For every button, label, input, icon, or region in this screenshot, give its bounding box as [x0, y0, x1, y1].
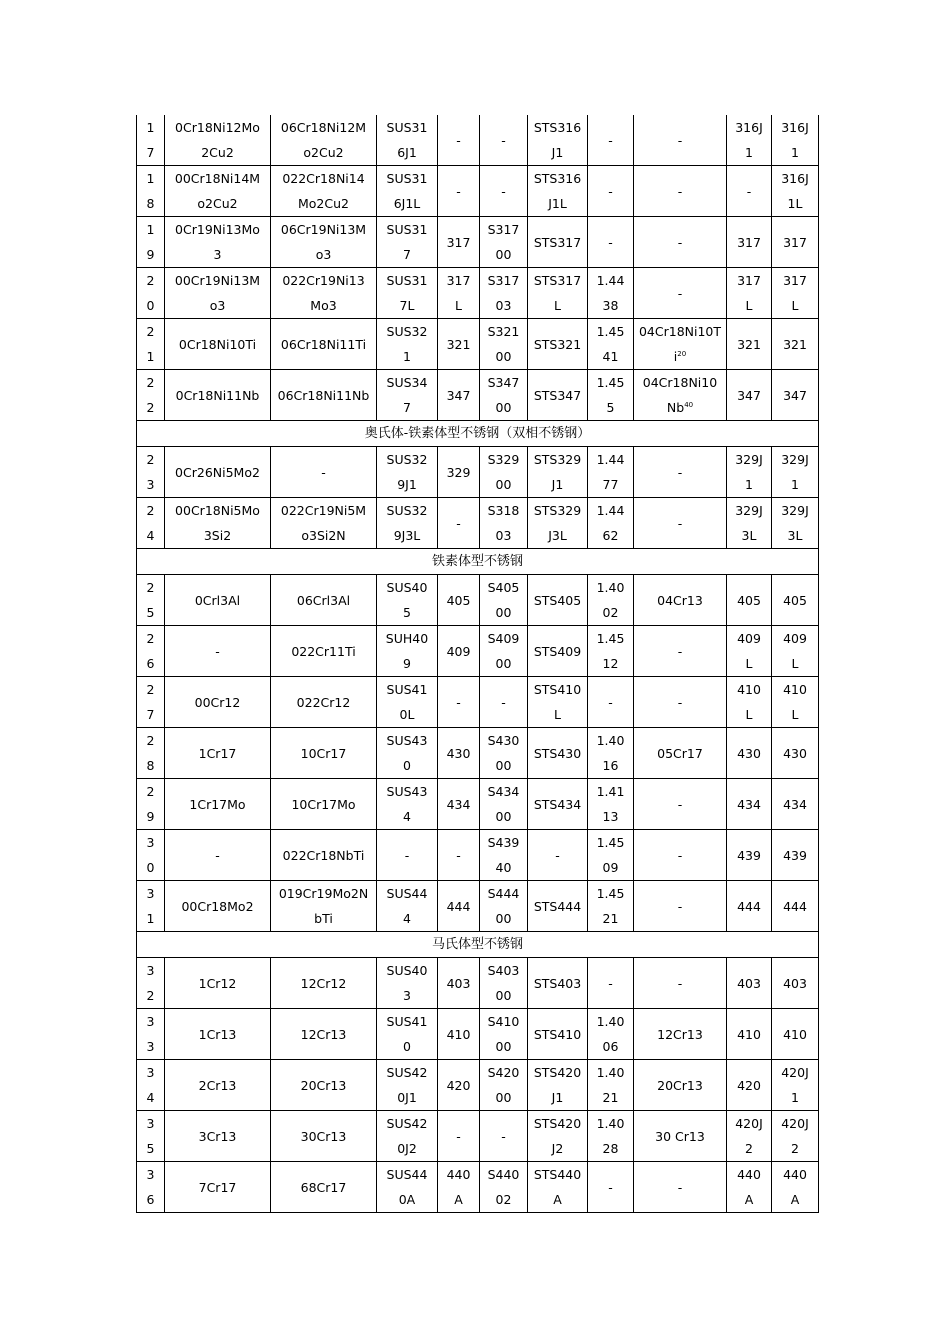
table-cell: -	[438, 830, 480, 881]
table-cell: 321	[772, 319, 819, 370]
table-cell: STS316 J1	[528, 115, 588, 166]
row-number-cell: 1 9	[137, 217, 165, 268]
table-cell: S321 00	[480, 319, 528, 370]
table-cell: 0Cr18Ni12Mo 2Cu2	[165, 115, 271, 166]
table-row	[137, 447, 819, 498]
table-cell: 00Cr12	[165, 677, 271, 728]
table-row	[137, 319, 819, 370]
table-cell: 440 A	[727, 1162, 772, 1213]
table-cell: 0Cr18Ni11Nb	[165, 370, 271, 421]
table-cell: 04Cr18Ni10 Nb$^{40}$	[634, 370, 727, 421]
table-cell: -	[588, 115, 634, 166]
table-cell: 439	[772, 830, 819, 881]
table-cell: 1.44 77	[588, 447, 634, 498]
table-cell: -	[588, 958, 634, 1009]
table-cell: 420	[727, 1060, 772, 1111]
row-number-cell: 3 0	[137, 830, 165, 881]
table-cell: 420	[438, 1060, 480, 1111]
table-cell: -	[528, 830, 588, 881]
table-cell: 403	[772, 958, 819, 1009]
row-number-cell: 2 1	[137, 319, 165, 370]
table-row	[137, 626, 819, 677]
table-cell: 329J 3L	[727, 498, 772, 549]
table-cell: 420J 1	[772, 1060, 819, 1111]
table-cell: 1Cr17	[165, 728, 271, 779]
table-cell: 444	[438, 881, 480, 932]
table-cell: 022Cr11Ti	[271, 626, 377, 677]
table-cell: 317 L	[727, 268, 772, 319]
table-row	[137, 1060, 819, 1111]
table-cell: -	[377, 830, 438, 881]
table-cell: -	[634, 677, 727, 728]
table-cell: 409 L	[772, 626, 819, 677]
table-cell: S403 00	[480, 958, 528, 1009]
table-cell: 321	[438, 319, 480, 370]
table-cell: SUS31 6J1L	[377, 166, 438, 217]
section-title: 奥氏体-铁素体型不锈钢（双相不锈钢）	[137, 421, 819, 447]
table-row	[137, 115, 819, 166]
table-cell: 410 L	[727, 677, 772, 728]
row-number-cell: 3 2	[137, 958, 165, 1009]
table-cell: -	[165, 830, 271, 881]
table-cell: STS329 J3L	[528, 498, 588, 549]
table-cell: 7Cr17	[165, 1162, 271, 1213]
table-cell: 022Cr18Ni14 Mo2Cu2	[271, 166, 377, 217]
row-number-cell: 2 2	[137, 370, 165, 421]
table-cell: STS440 A	[528, 1162, 588, 1213]
table-cell: 410 L	[772, 677, 819, 728]
table-cell: STS430	[528, 728, 588, 779]
steel-grade-comparison-table	[136, 115, 819, 1213]
table-cell: 409 L	[727, 626, 772, 677]
table-cell: SUS31 6J1	[377, 115, 438, 166]
table-cell: 430	[727, 728, 772, 779]
table-cell: SUS32 1	[377, 319, 438, 370]
table-cell: SUS43 4	[377, 779, 438, 830]
table-cell: -	[634, 626, 727, 677]
table-cell: 317 L	[438, 268, 480, 319]
table-cell: STS317 L	[528, 268, 588, 319]
row-number-cell: 1 7	[137, 115, 165, 166]
table-row	[137, 498, 819, 549]
table-cell: SUS32 9J1	[377, 447, 438, 498]
table-cell: -	[271, 447, 377, 498]
row-number-cell: 2 6	[137, 626, 165, 677]
table-cell: -	[588, 677, 634, 728]
table-cell: S430 00	[480, 728, 528, 779]
row-number-cell: 2 5	[137, 575, 165, 626]
table-cell: 00Cr18Mo2	[165, 881, 271, 932]
table-cell: 12Cr13	[634, 1009, 727, 1060]
table-cell: 1Cr12	[165, 958, 271, 1009]
table-cell: 00Cr19Ni13M o3	[165, 268, 271, 319]
table-row	[137, 166, 819, 217]
table-cell: -	[634, 498, 727, 549]
table-cell: 329J 3L	[772, 498, 819, 549]
table-cell: SUS42 0J1	[377, 1060, 438, 1111]
table-cell: 06Crl3Al	[271, 575, 377, 626]
table-cell: -	[634, 1162, 727, 1213]
table-cell: 410	[438, 1009, 480, 1060]
table-row	[137, 1162, 819, 1213]
table-row	[137, 370, 819, 421]
row-number-cell: 2 0	[137, 268, 165, 319]
table-row	[137, 677, 819, 728]
table-cell: -	[634, 166, 727, 217]
table-cell: 12Cr12	[271, 958, 377, 1009]
table-cell: 1.40 02	[588, 575, 634, 626]
table-cell: STS403	[528, 958, 588, 1009]
table-cell: 440 A	[772, 1162, 819, 1213]
table-cell: 06Cr18Ni11Ti	[271, 319, 377, 370]
table-cell: SUS42 0J2	[377, 1111, 438, 1162]
table-cell: 0Crl3Al	[165, 575, 271, 626]
table-cell: 1.40 16	[588, 728, 634, 779]
table-cell: 1.45 21	[588, 881, 634, 932]
table-cell: -	[438, 677, 480, 728]
table-cell: S317 03	[480, 268, 528, 319]
table-cell: -	[588, 166, 634, 217]
table-cell: 019Cr19Mo2N bTi	[271, 881, 377, 932]
table-cell: -	[634, 830, 727, 881]
table-cell: SUS43 0	[377, 728, 438, 779]
row-number-cell: 3 6	[137, 1162, 165, 1213]
table-cell: STS444	[528, 881, 588, 932]
table-cell: STS420 J1	[528, 1060, 588, 1111]
table-cell: 04Cr13	[634, 575, 727, 626]
table-cell: SUS32 9J3L	[377, 498, 438, 549]
table-row	[137, 268, 819, 319]
table-cell: 0Cr19Ni13Mo 3	[165, 217, 271, 268]
table-cell: STS321	[528, 319, 588, 370]
table-cell: 3Cr13	[165, 1111, 271, 1162]
table-cell: 317	[772, 217, 819, 268]
table-cell: STS410	[528, 1009, 588, 1060]
table-cell: S318 03	[480, 498, 528, 549]
row-number-cell: 3 1	[137, 881, 165, 932]
table-cell: 434	[727, 779, 772, 830]
table-cell: -	[480, 166, 528, 217]
table-body	[137, 115, 819, 1213]
table-cell: 434	[438, 779, 480, 830]
table-cell: 409	[438, 626, 480, 677]
table-cell: -	[634, 881, 727, 932]
table-cell: 00Cr18Ni14M o2Cu2	[165, 166, 271, 217]
table-cell: 403	[727, 958, 772, 1009]
table-cell: -	[438, 166, 480, 217]
table-cell: 439	[727, 830, 772, 881]
section-title: 铁素体型不锈钢	[137, 549, 819, 575]
table-cell: 1.41 13	[588, 779, 634, 830]
table-cell: 12Cr13	[271, 1009, 377, 1060]
row-number-cell: 3 3	[137, 1009, 165, 1060]
table-cell: 10Cr17	[271, 728, 377, 779]
table-cell: 30 Cr13	[634, 1111, 727, 1162]
table-row	[137, 830, 819, 881]
table-cell: SUS31 7	[377, 217, 438, 268]
table-cell: SUS40 3	[377, 958, 438, 1009]
table-cell: -	[438, 115, 480, 166]
table-cell: 347	[727, 370, 772, 421]
table-cell: 317 L	[772, 268, 819, 319]
table-cell: 444	[727, 881, 772, 932]
table-cell: 2Cr13	[165, 1060, 271, 1111]
table-cell: 347	[772, 370, 819, 421]
table-cell: 444	[772, 881, 819, 932]
table-cell: 30Cr13	[271, 1111, 377, 1162]
table-cell: -	[588, 1162, 634, 1213]
table-cell: 1.44 38	[588, 268, 634, 319]
table-cell: SUH40 9	[377, 626, 438, 677]
row-number-cell: 1 8	[137, 166, 165, 217]
table-cell: S347 00	[480, 370, 528, 421]
table-cell: STS347	[528, 370, 588, 421]
footnote-marker: 20	[677, 349, 687, 358]
table-cell: 440 A	[438, 1162, 480, 1213]
table-row	[137, 1111, 819, 1162]
table-cell: 20Cr13	[271, 1060, 377, 1111]
table-cell: S420 00	[480, 1060, 528, 1111]
table-cell: 420J 2	[772, 1111, 819, 1162]
table-cell: 022Cr19Ni5M o3Si2N	[271, 498, 377, 549]
table-cell: 321	[727, 319, 772, 370]
table-cell: 05Cr17	[634, 728, 727, 779]
table-row	[137, 958, 819, 1009]
row-number-cell: 2 9	[137, 779, 165, 830]
table-cell: 430	[438, 728, 480, 779]
table-cell: 0Cr26Ni5Mo2	[165, 447, 271, 498]
table-cell: 1.45 41	[588, 319, 634, 370]
table-cell: 405	[438, 575, 480, 626]
table-cell: 1.40 06	[588, 1009, 634, 1060]
table-cell: 10Cr17Mo	[271, 779, 377, 830]
table-row	[137, 575, 819, 626]
table-cell: S434 00	[480, 779, 528, 830]
table-cell: S317 00	[480, 217, 528, 268]
table-cell: SUS31 7L	[377, 268, 438, 319]
table-cell: -	[438, 1111, 480, 1162]
table-cell: SUS41 0	[377, 1009, 438, 1060]
table-cell: 1.40 28	[588, 1111, 634, 1162]
table-cell: SUS44 0A	[377, 1162, 438, 1213]
table-cell: 420J 2	[727, 1111, 772, 1162]
table-cell: -	[438, 498, 480, 549]
table-row	[137, 1009, 819, 1060]
table-cell: SUS40 5	[377, 575, 438, 626]
table-cell: 329J 1	[772, 447, 819, 498]
table-cell: -	[634, 958, 727, 1009]
row-number-cell: 2 4	[137, 498, 165, 549]
table-cell: 329	[438, 447, 480, 498]
table-cell: 022Cr18NbTi	[271, 830, 377, 881]
table-cell: 1.45 09	[588, 830, 634, 881]
table-cell: 316J 1	[772, 115, 819, 166]
table-cell: 022Cr12	[271, 677, 377, 728]
table-cell: S440 02	[480, 1162, 528, 1213]
table-cell: 410	[727, 1009, 772, 1060]
table-cell: 430	[772, 728, 819, 779]
table-cell: -	[634, 268, 727, 319]
table-cell: -	[588, 217, 634, 268]
table-cell: S444 00	[480, 881, 528, 932]
section-title: 马氏体型不锈钢	[137, 932, 819, 958]
table-row	[137, 881, 819, 932]
table-cell: SUS34 7	[377, 370, 438, 421]
table-cell: -	[634, 779, 727, 830]
table-cell: 329J 1	[727, 447, 772, 498]
table-cell: STS316 J1L	[528, 166, 588, 217]
table-cell: 405	[772, 575, 819, 626]
table-cell: 1Cr17Mo	[165, 779, 271, 830]
table-cell: STS329 J1	[528, 447, 588, 498]
table-cell: STS434	[528, 779, 588, 830]
table-cell: STS317	[528, 217, 588, 268]
table-cell: 022Cr19Ni13 Mo3	[271, 268, 377, 319]
table-cell: S329 00	[480, 447, 528, 498]
row-number-cell: 2 7	[137, 677, 165, 728]
table-cell: 410	[772, 1009, 819, 1060]
table-cell: 1.40 21	[588, 1060, 634, 1111]
table-cell: 00Cr18Ni5Mo 3Si2	[165, 498, 271, 549]
section-header-row	[137, 421, 819, 447]
table-cell: -	[634, 115, 727, 166]
table-cell: -	[634, 217, 727, 268]
table-cell: 06Cr18Ni12M o2Cu2	[271, 115, 377, 166]
section-header-row	[137, 932, 819, 958]
table-cell: STS420 J2	[528, 1111, 588, 1162]
table-cell: 317	[438, 217, 480, 268]
row-number-cell: 3 5	[137, 1111, 165, 1162]
table-cell: 1.45 12	[588, 626, 634, 677]
table-cell: 347	[438, 370, 480, 421]
table-cell: -	[480, 677, 528, 728]
table-cell: 405	[727, 575, 772, 626]
footnote-marker: 40	[684, 400, 694, 409]
table-cell: 68Cr17	[271, 1162, 377, 1213]
table-cell: 403	[438, 958, 480, 1009]
table-cell: 20Cr13	[634, 1060, 727, 1111]
table-cell: -	[480, 1111, 528, 1162]
table-cell: STS405	[528, 575, 588, 626]
table-cell: 1Cr13	[165, 1009, 271, 1060]
table-cell: 1.44 62	[588, 498, 634, 549]
table-cell: S405 00	[480, 575, 528, 626]
table-cell: S409 00	[480, 626, 528, 677]
row-number-cell: 3 4	[137, 1060, 165, 1111]
table-cell: STS410 L	[528, 677, 588, 728]
table-cell: -	[634, 447, 727, 498]
table-row	[137, 217, 819, 268]
table-cell: 317	[727, 217, 772, 268]
table-cell: 06Cr18Ni11Nb	[271, 370, 377, 421]
table-cell: S410 00	[480, 1009, 528, 1060]
row-number-cell: 2 8	[137, 728, 165, 779]
table-cell: STS409	[528, 626, 588, 677]
table-cell: 0Cr18Ni10Ti	[165, 319, 271, 370]
table-cell: 04Cr18Ni10T $i^{20}$	[634, 319, 727, 370]
table-cell: 316J 1L	[772, 166, 819, 217]
table-row	[137, 779, 819, 830]
table-cell: -	[480, 115, 528, 166]
table-cell: 316J 1	[727, 115, 772, 166]
table-cell: S439 40	[480, 830, 528, 881]
table-cell: 06Cr19Ni13M o3	[271, 217, 377, 268]
table-cell: SUS44 4	[377, 881, 438, 932]
table-cell: -	[727, 166, 772, 217]
section-header-row	[137, 549, 819, 575]
table-cell: 434	[772, 779, 819, 830]
row-number-cell: 2 3	[137, 447, 165, 498]
table-cell: SUS41 0L	[377, 677, 438, 728]
table-row	[137, 728, 819, 779]
table-cell: 1.45 5	[588, 370, 634, 421]
table-cell: -	[165, 626, 271, 677]
